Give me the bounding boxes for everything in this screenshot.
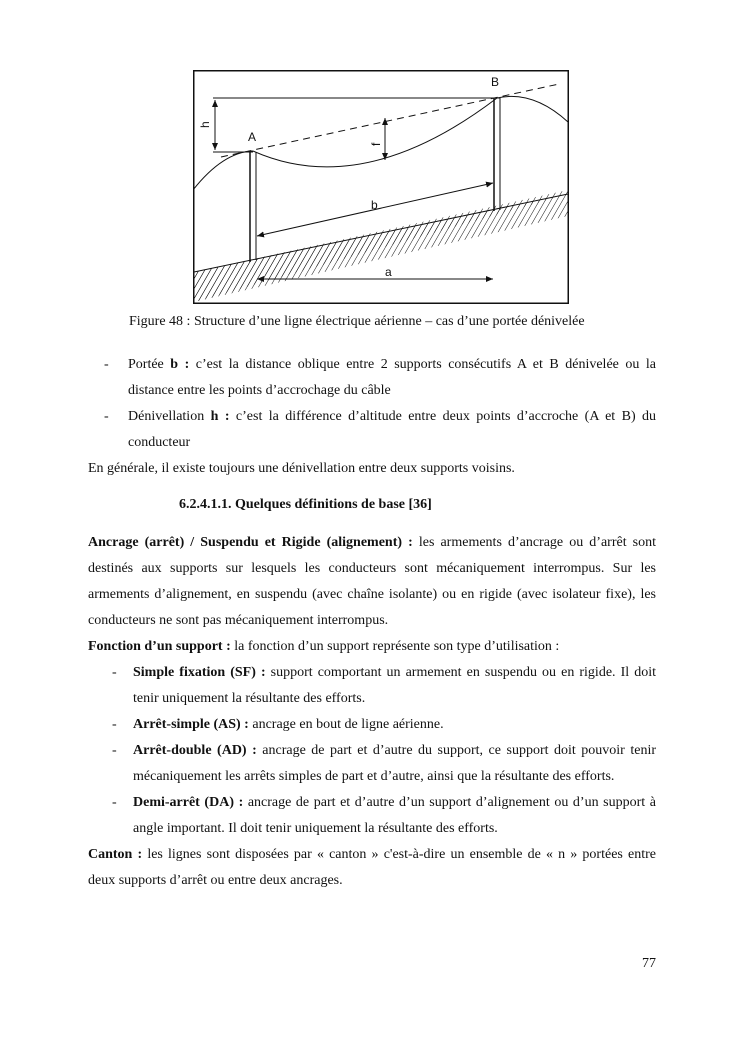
label-b-point: B	[491, 75, 500, 89]
list-item: - Arrêt-double (AD) : ancrage de part et d’autre du support, ce support doit pouvoir tenir mécaniquement les arrêts simples de part et d’autre, ainsi que la résultante des efforts.	[88, 738, 656, 790]
page-number: 77	[642, 956, 656, 971]
list-item: - Portée b : c’est la distance oblique entre 2 supports consécutifs A et B dénivelée ou la distance entre les points d’accrochage du câble	[88, 352, 656, 404]
list-item: - Simple fixation (SF) : support comportant un armement en suspendu ou en rigide. Il doit tenir uniquement la résultante des efforts.	[88, 660, 656, 712]
span-diagram	[193, 70, 569, 304]
figure-caption: Figure 48 : Structure d’une ligne électrique aérienne – cas d’une portée dénivelée	[129, 314, 585, 329]
function-paragraph: Fonction d’un support : la fonction d’un support représente son type d’utilisation :	[88, 639, 560, 654]
body-text	[88, 352, 656, 894]
label-b-span: b	[371, 198, 378, 212]
label-a-span: a	[385, 265, 392, 279]
label-a-point: A	[248, 130, 257, 144]
section-heading: 6.2.4.1.1. Quelques définitions de base [36]	[179, 497, 432, 512]
label-h: h	[198, 121, 212, 128]
figure-48	[193, 70, 569, 304]
bullet-dash: -	[112, 665, 117, 680]
bullet-dash: -	[112, 743, 117, 758]
canton-paragraph: Canton : les lignes sont disposées par « canton » c'est-à-dire un ensemble de « n » portées entre deux supports d’arrêt ou entre deux ancrages.	[88, 847, 656, 888]
bullet-dash: -	[104, 409, 109, 424]
anchorage-paragraph: Ancrage (arrêt) / Suspendu et Rigide (alignement) : les armements d’ancrage ou d’arrêt sont destinés aux supports sur lesquels les conducteurs sont mécaniquement interrompus. Sur les armements d’alignement, en suspendu (avec chaîne isolante) ou en rigide (avec isolateur fixe), les conducteurs ne sont pas mécaniquement interrompus.	[88, 535, 656, 628]
list-item: - Arrêt-simple (AS) : ancrage en bout de ligne aérienne.	[88, 712, 656, 738]
label-f: f	[369, 142, 383, 146]
bullet-dash: -	[112, 717, 117, 732]
list-item: - Demi-arrêt (DA) : ancrage de part et d’autre d’un support d’alignement ou d’un support à angle important. Il doit tenir uniquement la résultante des efforts.	[88, 790, 656, 842]
bullet-dash: -	[112, 795, 117, 810]
list-item: - Dénivellation h : c’est la différence d’altitude entre deux points d’accroche (A et B) du conducteur	[88, 404, 656, 456]
bullet-dash: -	[104, 357, 109, 372]
general-paragraph: En générale, il existe toujours une dénivellation entre deux supports voisins.	[88, 461, 515, 476]
